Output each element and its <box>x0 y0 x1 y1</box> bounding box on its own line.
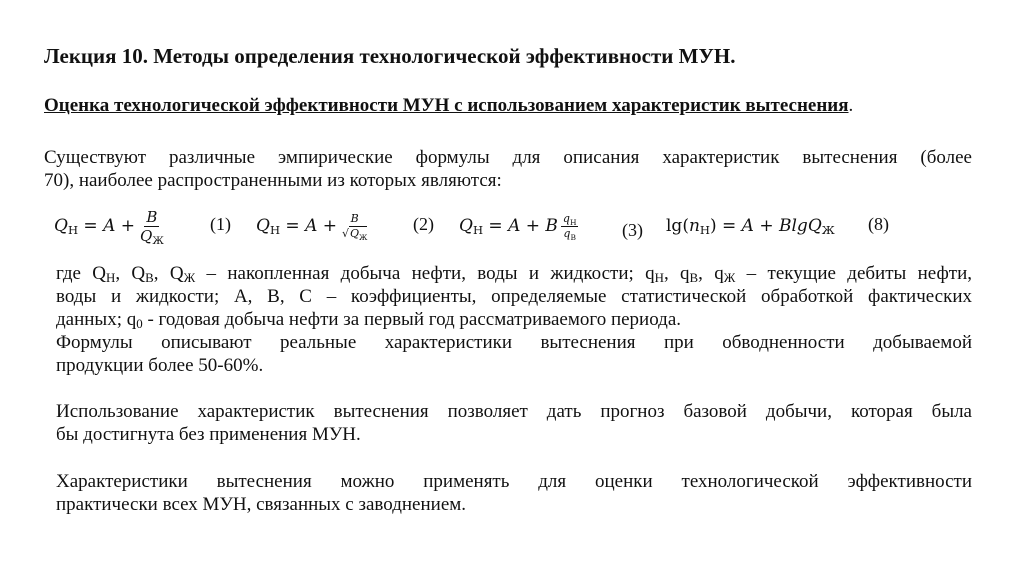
formula-1-number: (1) <box>210 214 231 234</box>
formula-1: $Q_Н = A$ + $\frac{B}{Q_Ж}$ <box>54 207 164 247</box>
forecast-line-2: бы достигнута без применения МУН. <box>56 424 361 445</box>
intro-line-1: Существуют различные эмпирические формулы для описания характеристик вытеснения (более <box>44 147 972 168</box>
application-paragraph <box>56 470 972 516</box>
definitions-line-3: данных; $q_0$ - годовая добыча нефти за первый год рассматриваемого периода. <box>56 309 682 331</box>
formula-2-number: (2) <box>413 214 434 234</box>
forecast-paragraph <box>56 400 972 446</box>
formula-3: $Q_Н = A + B$ $\frac{q_Н}{q_В}$ <box>459 211 577 242</box>
definitions-line-4: Формулы описывают реальные характеристики вытеснения при обводненности добываемой <box>56 332 972 353</box>
definitions-line-2: воды и жидкости; А, В, С – коэффициенты, определяемые статистической обработкой фактических <box>56 286 972 307</box>
formula-8: $\lg(n_Н) = A + BlgQ_Ж$ <box>666 216 835 237</box>
formula-2: $Q_Н = A$ + $\frac{B}{√Q_Ж}$ <box>256 211 368 242</box>
definitions-line-1: где $Q_Н$, $Q_В$, $Q_Ж$ – накопленная добыча нефти, воды и жидкости; $q_Н$, $q_В$, $q_Ж$ – текущие дебиты нефти, <box>56 263 972 285</box>
formula-3-number: (3) <box>622 220 643 240</box>
formula-8-number: (8) <box>868 214 889 234</box>
lecture-title: Лекция 10. Методы определения технологической эффективности МУН. <box>44 44 736 68</box>
definitions-line-5: продукции более 50-60%. <box>56 355 264 376</box>
forecast-line-1: Использование характеристик вытеснения позволяет дать прогноз базовой добычи, которая была <box>56 401 972 422</box>
definitions-paragraph <box>56 262 972 377</box>
application-line-1: Характеристики вытеснения можно применять для оценки технологической эффективности <box>56 471 972 492</box>
subtitle-text: Оценка технологической эффективности МУН с использованием характеристик вытеснения <box>44 95 849 116</box>
application-line-2: практически всех МУН, связанных с заводнением. <box>56 494 467 515</box>
subtitle-period: . <box>848 95 854 116</box>
section-subtitle <box>44 95 853 117</box>
intro-paragraph <box>44 146 972 192</box>
intro-line-2: 70), наиболее распространенными из которых являются: <box>44 170 502 191</box>
